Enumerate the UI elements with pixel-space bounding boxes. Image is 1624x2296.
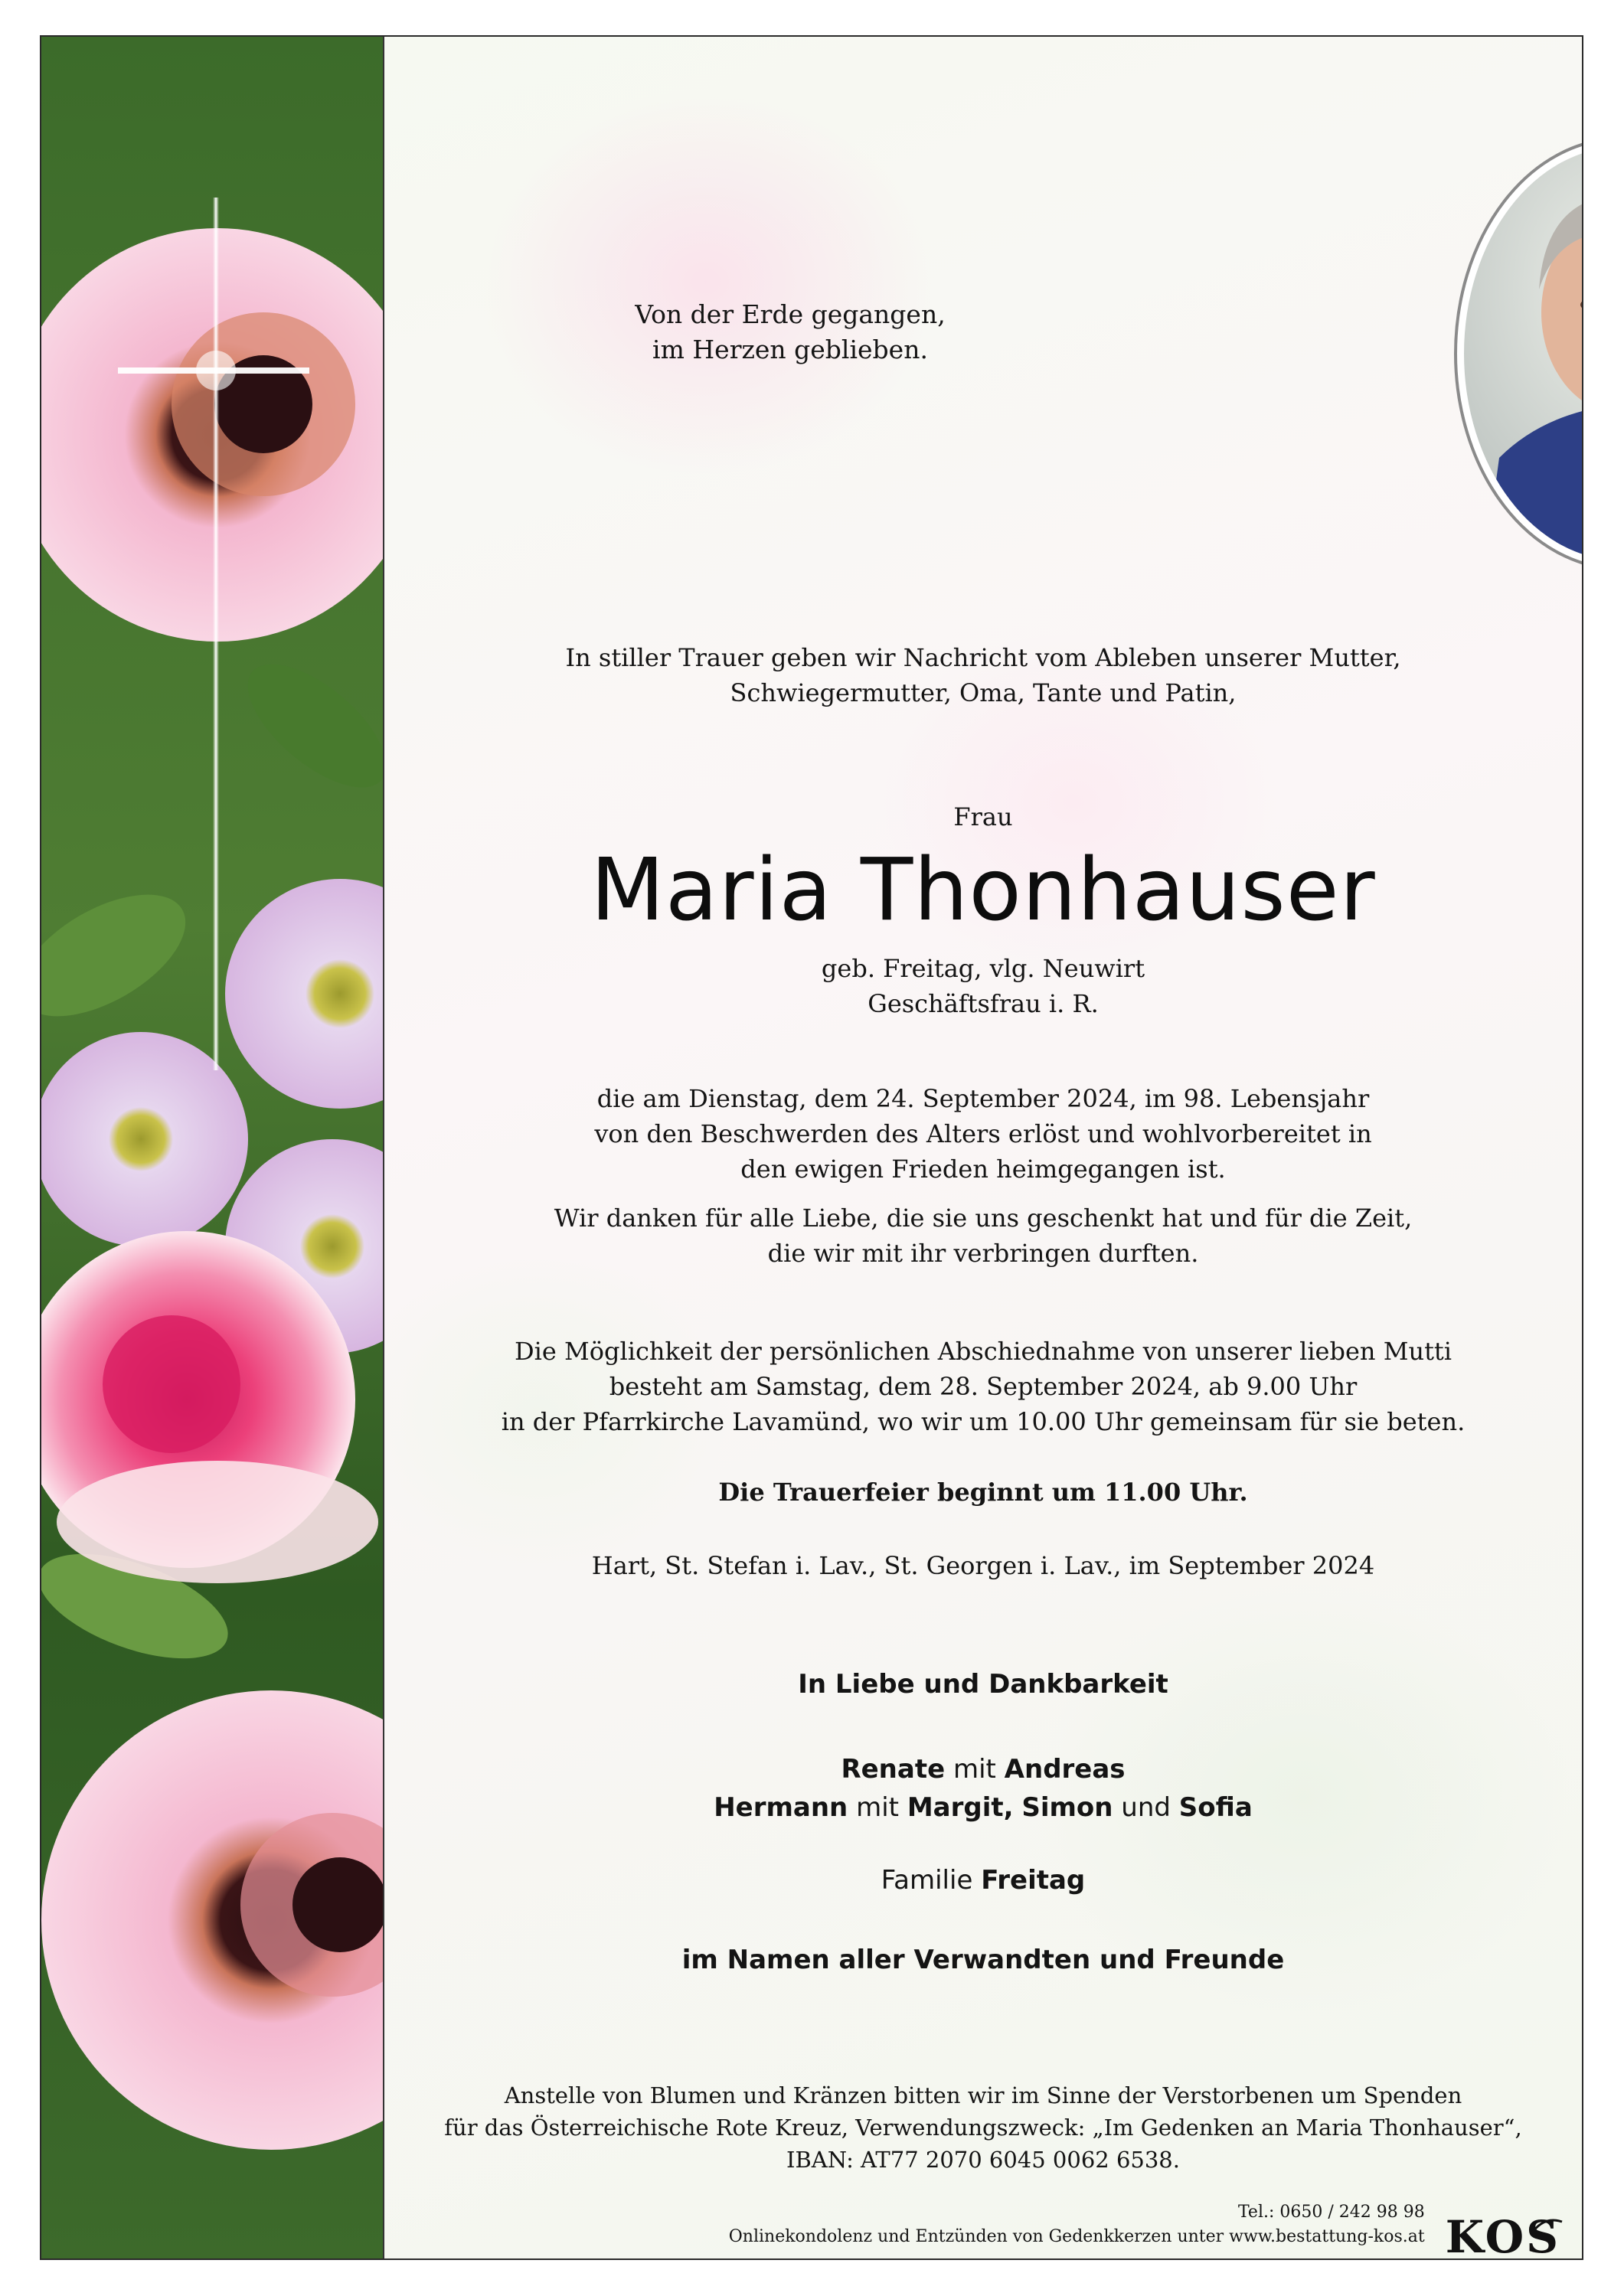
- passing-text: [384, 1081, 1582, 1187]
- motto-line: Von der Erde gegangen,: [635, 299, 946, 329]
- mourners-row: [384, 1750, 1582, 1788]
- passing-line: den ewigen Frieden heimgegangen ist.: [740, 1155, 1226, 1184]
- farewell-line: besteht am Samstag, dem 28. September 2024, ab 9.00 Uhr: [609, 1372, 1358, 1401]
- family-name: Freitag: [981, 1865, 1086, 1896]
- joiner: mit: [953, 1754, 996, 1785]
- passing-line: die am Dienstag, dem 24. September 2024, im 98. Lebensjahr: [596, 1084, 1370, 1113]
- obituary-card: [40, 35, 1583, 2260]
- deceased-name: Maria Thonhauser: [590, 841, 1376, 940]
- mourner-name: Margit,: [907, 1792, 1014, 1823]
- joiner: mit: [856, 1792, 899, 1823]
- ceremony-time: Die Trauerfeier beginnt um 11.00 Uhr.: [718, 1478, 1248, 1507]
- portrait-photo: [1453, 136, 1583, 571]
- occupation: Geschäftsfrau i. R.: [868, 989, 1099, 1018]
- mourners-list: [384, 1750, 1582, 1827]
- mourners-row: [384, 1788, 1582, 1827]
- intro-line: In stiller Trauer geben wir Nachricht vom Ableben unserer Mutter,: [565, 643, 1401, 672]
- thanks-text: [384, 1200, 1582, 1271]
- mourner-name: Hermann: [714, 1792, 848, 1823]
- farewell-line: Die Möglichkeit der persönlichen Abschiednahme von unserer lieben Mutti: [514, 1337, 1452, 1366]
- family-prefix: Familie: [881, 1865, 973, 1896]
- mourner-name: Andreas: [1004, 1754, 1126, 1785]
- deceased-details: [384, 951, 1582, 1021]
- motto: [384, 297, 1196, 367]
- footer-phone: Tel.: 0650 / 242 98 98: [1237, 2203, 1425, 2222]
- obituary-content: [384, 37, 1582, 2258]
- flower-illustration: [41, 37, 383, 2258]
- thanks-line: Wir danken für alle Liebe, die sie uns geschenkt hat und für die Zeit,: [554, 1204, 1413, 1233]
- kos-logo: [1445, 2211, 1560, 2260]
- announcement-intro: [384, 640, 1582, 710]
- birth-name: geb. Freitag, vlg. Neuwirt: [821, 954, 1145, 983]
- donation-line: Anstelle von Blumen und Kränzen bitten wir im Sinne der Verstorbenen um Spenden: [504, 2082, 1462, 2108]
- passing-line: von den Beschwerden des Alters erlöst und wohlvorbereitet in: [594, 1119, 1372, 1148]
- flower-strip: [41, 37, 384, 2258]
- footer-website[interactable]: Onlinekondolenz und Entzünden von Gedenkkerzen unter www.bestattung-kos.at: [728, 2227, 1425, 2246]
- intro-line: Schwiegermutter, Oma, Tante und Patin,: [730, 678, 1237, 707]
- logo-swoosh-icon: [1528, 2214, 1565, 2237]
- farewell-line: in der Pfarrkirche Lavamünd, wo wir um 10.00 Uhr gemeinsam für sie beten.: [501, 1407, 1466, 1436]
- footer-contact: [729, 2200, 1425, 2249]
- joiner: und: [1121, 1792, 1171, 1823]
- farewell-info: [384, 1334, 1582, 1439]
- donation-notice: [384, 2079, 1582, 2176]
- mourner-name: Simon: [1021, 1792, 1113, 1823]
- salutation: Frau: [953, 802, 1013, 831]
- mourner-name: Renate: [841, 1754, 946, 1785]
- relatives-line: im Namen aller Verwandten und Freunde: [681, 1945, 1285, 1975]
- donation-line: IBAN: AT77 2070 6045 0062 6538.: [786, 2147, 1180, 2173]
- family-line: [384, 1865, 1582, 1896]
- mourner-name: Sofia: [1178, 1792, 1253, 1823]
- cross-icon: [213, 198, 219, 1070]
- motto-line: im Herzen geblieben.: [652, 335, 928, 364]
- thanks-line: die wir mit ihr verbringen durften.: [767, 1239, 1199, 1268]
- kos-logo-text: KOS: [1445, 2211, 1560, 2260]
- donation-line: für das Österreichische Rote Kreuz, Verwendungszweck: „Im Gedenken an Maria Thonhauser“,: [444, 2115, 1522, 2141]
- undertaker-footer: [728, 2200, 1560, 2260]
- place-date: Hart, St. Stefan i. Lav., St. Georgen i. Lav., im September 2024: [591, 1551, 1375, 1580]
- mourners-heading: In Liebe und Dankbarkeit: [798, 1669, 1168, 1700]
